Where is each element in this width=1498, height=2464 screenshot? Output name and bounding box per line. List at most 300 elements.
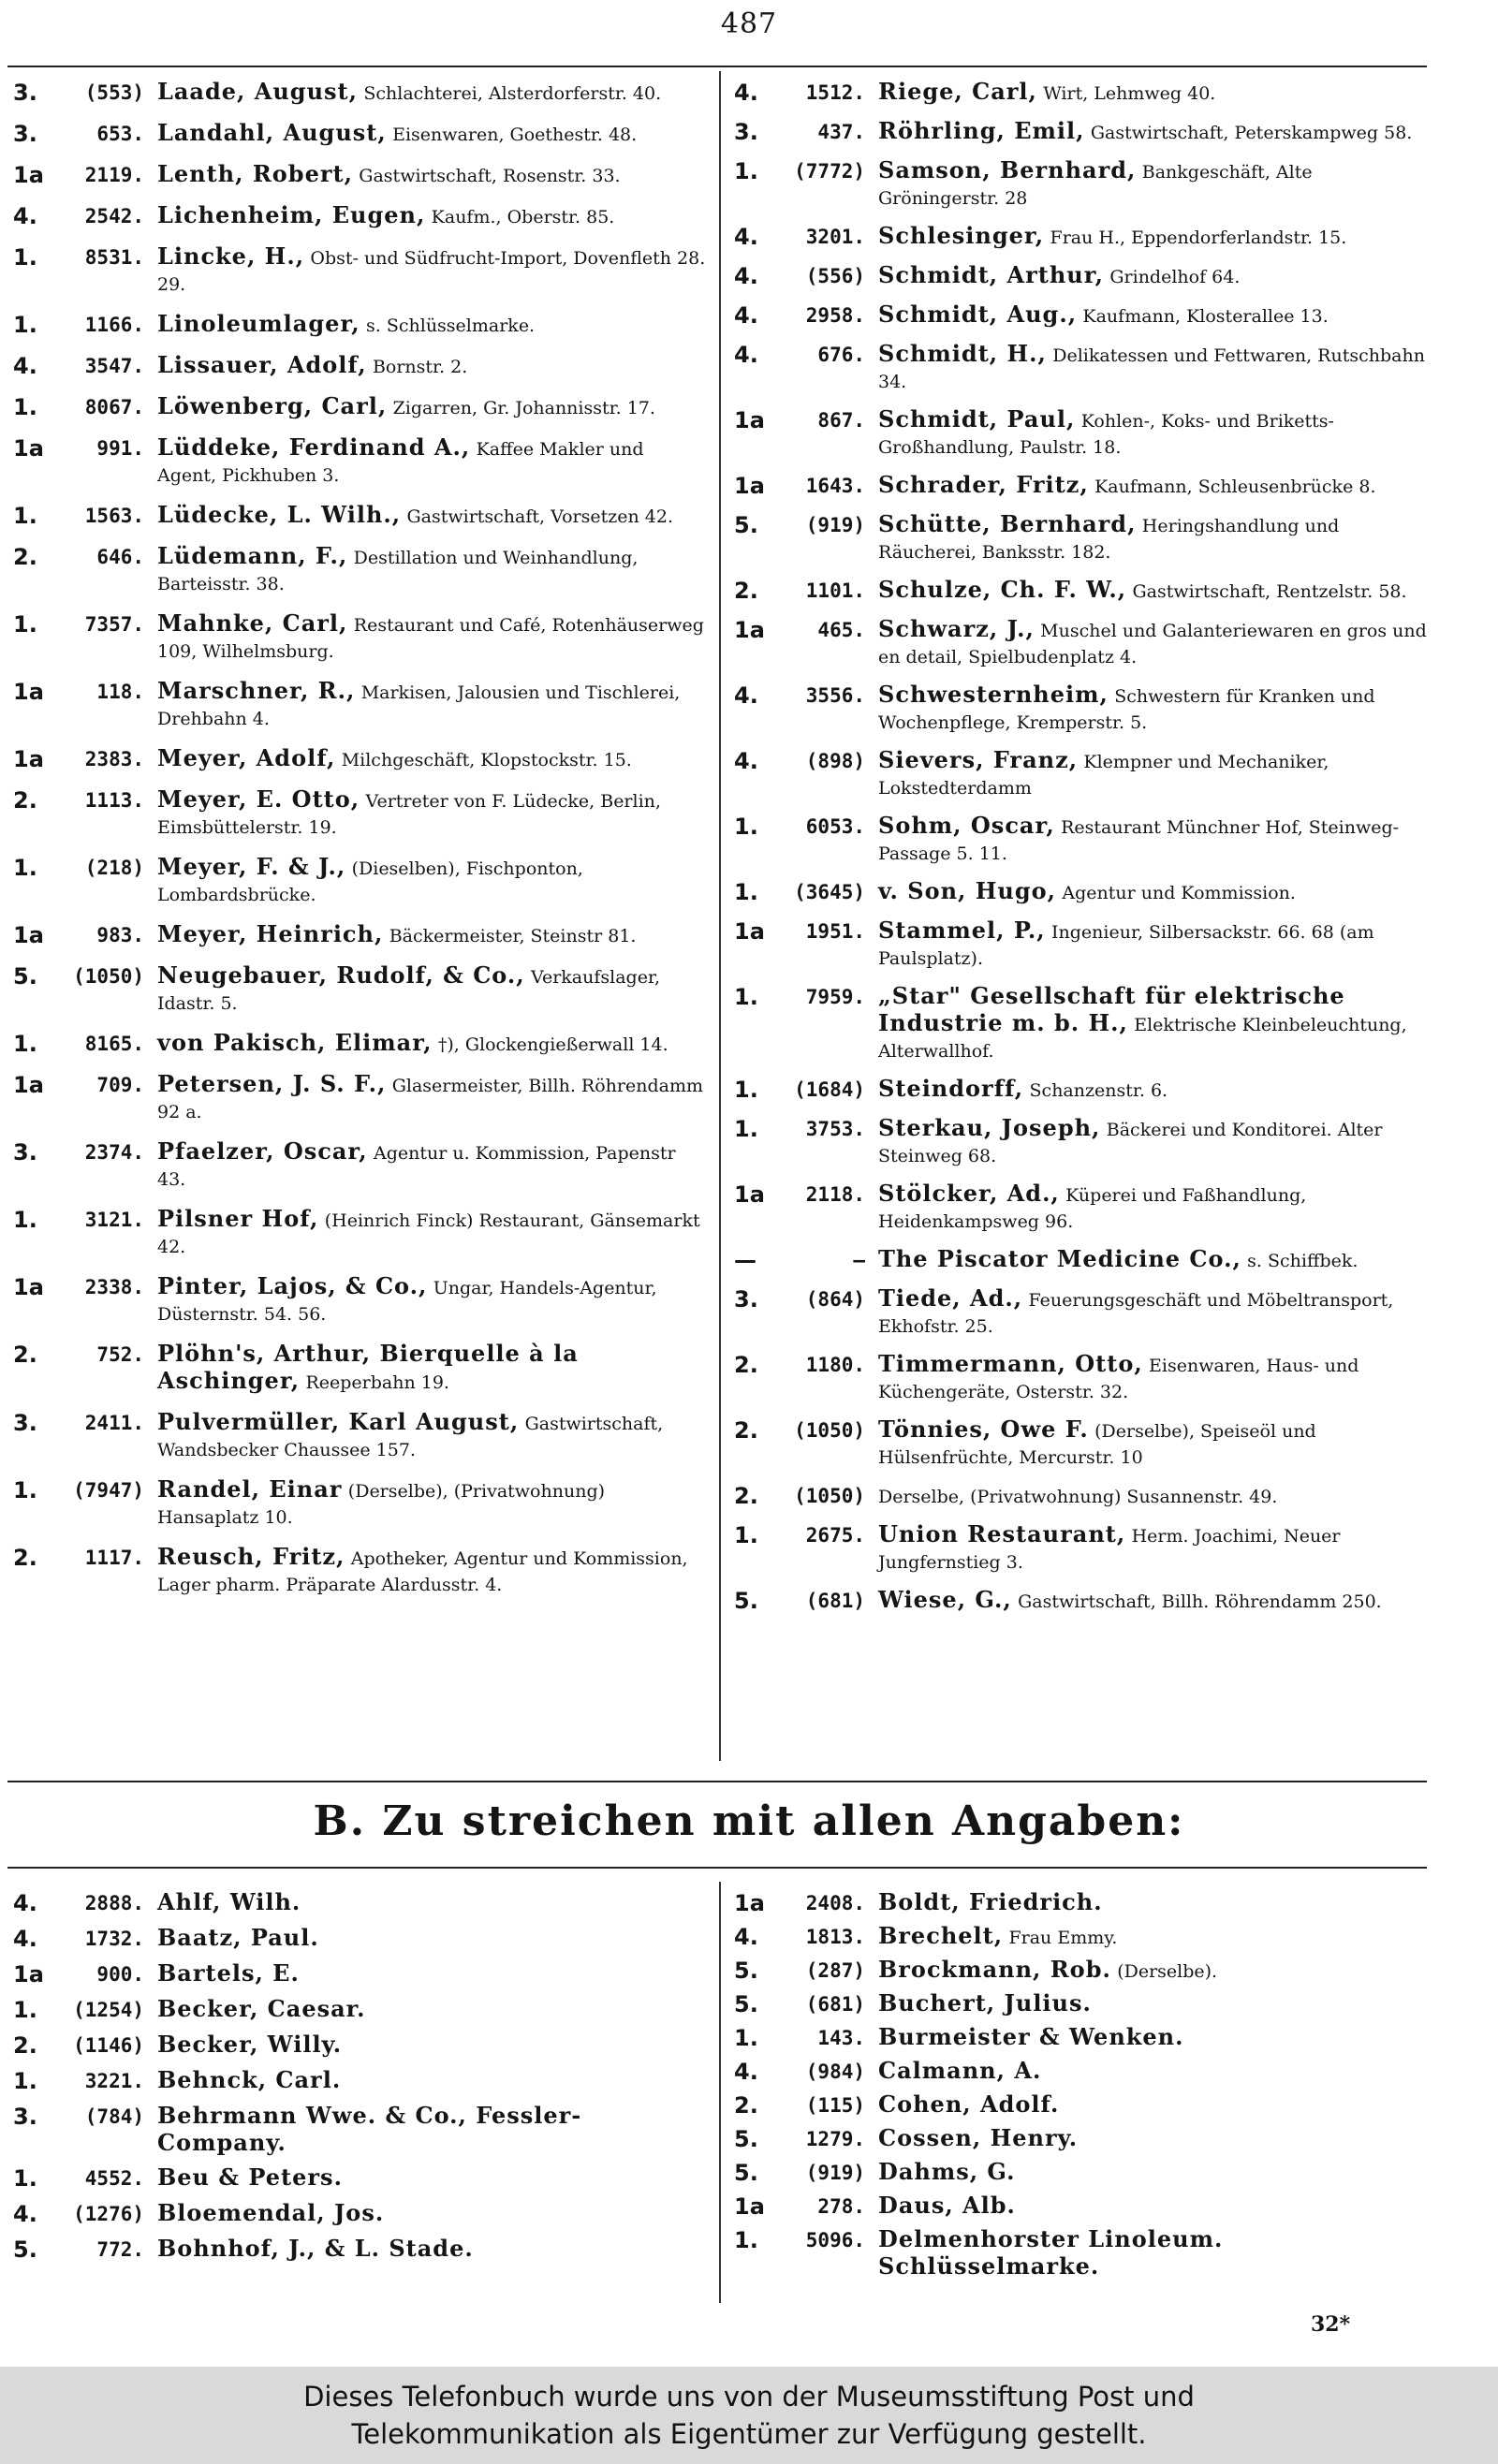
entry-body (157, 79, 706, 107)
entry-tarif: 2. (734, 1417, 758, 1444)
entry-tarif: 1. (13, 2165, 37, 2192)
entry-name: „Star" Gesellschaft für elektrische Industrie m. b. H., (878, 982, 1345, 1036)
entry-body (878, 301, 1427, 330)
entry-name: Lüdemann, F., (157, 542, 348, 569)
entry-phone-number: (218) (84, 857, 144, 879)
entry-description: Restaurant und Café, Rotenhäuserweg 109, Wilhelmsburg. (157, 615, 704, 662)
entry-phone-number: 676. (817, 344, 865, 366)
entry-body (157, 1341, 706, 1396)
entry-description: Agentur und Kommission. (1062, 883, 1296, 903)
entry-phone-number: 8067. (84, 396, 144, 418)
directory-entry (13, 311, 706, 339)
entry-tarif: 4. (734, 224, 758, 250)
directory-entry (734, 917, 1427, 972)
entry-description: Gastwirtschaft, Peterskampweg 58. (1090, 123, 1413, 143)
entry-phone-number: 3753. (805, 1118, 865, 1140)
entry-name: Laade, August, (157, 78, 358, 105)
entry-body (157, 1030, 706, 1058)
entry-tarif: 1a (734, 2193, 765, 2220)
entry-tarif: 1a (13, 1072, 44, 1098)
entry-tarif: 5. (734, 1588, 758, 1614)
entry-description: Muschel und Galanteriewaren en gros und en detail, Spielbudenplatz 4. (878, 621, 1427, 667)
entry-tarif: 1. (13, 1997, 37, 2023)
entry-tarif: 1. (734, 2227, 758, 2253)
entry-tarif: 1a (734, 617, 765, 643)
directory-entry (13, 120, 706, 148)
entry-body (157, 2200, 706, 2227)
entry-description: Milchgeschäft, Klopstockstr. 15. (341, 750, 632, 770)
entry-phone-number: 3221. (84, 2070, 144, 2092)
entry-phone-number: 983. (96, 924, 144, 946)
entry-description: Frau H., Eppendorferlandstr. 15. (1050, 227, 1347, 248)
entry-name: Delmenhorster Linoleum. Schlüsselmarke. (878, 2225, 1224, 2280)
entry-description: Verkaufslager, Idastr. 5. (157, 967, 660, 1014)
directory-entry (734, 79, 1427, 107)
entry-phone-number: 991. (96, 437, 144, 460)
directory-entry (13, 1273, 706, 1327)
entry-phone-number: 465. (817, 619, 865, 641)
directory-entry (734, 301, 1427, 330)
entry-phone-number: (7947) (73, 1479, 144, 1502)
entry-name: Stölcker, Ad., (878, 1180, 1060, 1207)
directory-entry (734, 1246, 1427, 1274)
entry-phone-number: 3547. (84, 355, 144, 377)
entry-tarif: 1. (734, 1522, 758, 1548)
entry-body (157, 243, 706, 298)
entry-phone-number: 709. (96, 1074, 144, 1096)
entry-description: †), Glockengießerwall 14. (437, 1034, 668, 1055)
entry-tarif: 1. (734, 814, 758, 840)
entry-tarif: 4. (734, 342, 758, 368)
entry-name: Bloemendal, Jos. (157, 2199, 385, 2226)
entry-tarif: 3. (13, 80, 37, 106)
entry-description: Bäckerei und Konditorei. Alter Steinweg 68. (878, 1120, 1383, 1166)
entry-body (878, 223, 1427, 251)
entry-description: Vertreter von F. Lüdecke, Berlin, Eimsbüttelerstr. 19. (157, 791, 661, 838)
entry-description: (Derselbe), (Privatwohnung) Hansaplatz 10. (157, 1481, 606, 1528)
entry-tarif: 5. (734, 1958, 758, 1984)
directory-entry (734, 1285, 1427, 1340)
column-right (734, 79, 1427, 1626)
entry-phone-number: — (853, 1249, 865, 1271)
entry-description: (Dieselben), Fischponton, Lombardsbrücke. (157, 858, 583, 905)
entry-phone-number: 900. (96, 1963, 144, 1986)
entry-description: Gastwirtschaft, Wandsbecker Chaussee 157. (157, 1414, 664, 1460)
entry-phone-number: 867. (817, 409, 865, 432)
section-rule-bottom (7, 1867, 1427, 1869)
entry-body (878, 1521, 1427, 1576)
entry-phone-number: 7357. (84, 613, 144, 636)
entry-tarif: 1. (13, 1031, 37, 1057)
entry-name: Schulze, Ch. F. W., (878, 576, 1127, 603)
page-signature: 32* (1311, 2312, 1351, 2337)
entry-tarif: 1a (734, 1181, 765, 1208)
entry-name: Dahms, G. (878, 2158, 1016, 2185)
entry-name: Behnck, Carl. (157, 2066, 342, 2093)
directory-entry (13, 1138, 706, 1193)
entry-body (878, 577, 1427, 605)
entry-name: Sohm, Oscar, (878, 812, 1055, 839)
entry-body (157, 1476, 706, 1531)
entry-tarif: 5. (734, 2160, 758, 2186)
entry-tarif: 1. (734, 984, 758, 1010)
entry-name: von Pakisch, Elimar, (157, 1029, 433, 1056)
entry-body (157, 745, 706, 773)
entry-description: Agentur u. Kommission, Papenstr 43. (157, 1143, 676, 1190)
entry-body (878, 1923, 1427, 1951)
entry-body (157, 786, 706, 841)
entry-body (878, 1990, 1427, 2017)
entry-tarif: 1a (13, 435, 44, 462)
directory-entry (734, 472, 1427, 500)
entry-phone-number: 772. (96, 2238, 144, 2261)
entry-body (157, 1273, 706, 1327)
entry-phone-number: 2383. (84, 748, 144, 770)
entry-phone-number: (1684) (794, 1078, 865, 1101)
entry-body (157, 311, 706, 339)
directory-entry (13, 1341, 706, 1396)
directory-entry (734, 223, 1427, 251)
entry-description: Eisenwaren, Goethestr. 48. (392, 125, 638, 145)
entry-tarif: 4. (734, 302, 758, 329)
directory-entry (13, 2031, 706, 2060)
entry-name: Schrader, Fritz, (878, 471, 1089, 498)
directory-entry (734, 341, 1427, 395)
directory-entry (13, 202, 706, 230)
entry-phone-number: 1951. (805, 920, 865, 943)
directory-entry (734, 1115, 1427, 1169)
entry-description: Schwestern für Kranken und Wochenpflege, Kremperstr. 5. (878, 686, 1375, 733)
entry-body (157, 1138, 706, 1193)
entry-tarif: 4. (734, 748, 758, 774)
directory-entry (734, 2058, 1427, 2086)
directory-entry (13, 2067, 706, 2095)
entry-phone-number: 2542. (84, 205, 144, 227)
entry-tarif: 2. (734, 2092, 758, 2119)
entry-name: Plöhn's, Arthur, Bierquelle à la Aschinger, (157, 1340, 579, 1394)
entry-phone-number: (1276) (73, 2203, 144, 2225)
column-divider-b (719, 1882, 721, 2303)
entry-phone-number: 4552. (84, 2167, 144, 2190)
entry-description: Herm. Joachimi, Neuer Jungfernstieg 3. (878, 1526, 1341, 1573)
entry-tarif: 1. (13, 1477, 37, 1503)
entry-name: Calmann, A. (878, 2057, 1042, 2084)
entry-name: Schmidt, Arthur, (878, 261, 1104, 288)
entry-description: Schlachterei, Alsterdorferstr. 40. (363, 83, 662, 104)
entry-phone-number: 118. (96, 681, 144, 703)
entry-phone-number: 3201. (805, 226, 865, 248)
entry-phone-number: 143. (817, 2027, 865, 2049)
directory-entry (734, 262, 1427, 290)
entry-phone-number: 278. (817, 2195, 865, 2218)
entry-description: Apotheker, Agentur und Kommission, Lager pharm. Präparate Alardusstr. 4. (157, 1548, 688, 1595)
entry-phone-number: 1180. (805, 1354, 865, 1376)
directory-entry (13, 2236, 706, 2264)
directory-entry (734, 577, 1427, 605)
directory-entry (13, 1409, 706, 1463)
entry-name: Daus, Alb. (878, 2192, 1016, 2219)
directory-entry (13, 610, 706, 665)
directory-entry (13, 543, 706, 597)
directory-entry (13, 2103, 706, 2157)
entry-tarif: 5. (734, 1991, 758, 2017)
entry-body (878, 118, 1427, 146)
entry-name: Lissauer, Adolf, (157, 351, 367, 378)
directory-entry (13, 1960, 706, 1988)
entry-tarif: 1. (13, 503, 37, 529)
entry-body (878, 2058, 1427, 2085)
entry-phone-number: 2411. (84, 1412, 144, 1434)
entry-name: Röhrling, Emil, (878, 117, 1085, 144)
entry-body (878, 1181, 1427, 1235)
entry-description: Eisenwaren, Haus- und Küchengeräte, Osterstr. 32. (878, 1356, 1359, 1402)
entry-name: Schmidt, Aug., (878, 301, 1078, 328)
entry-phone-number: (1050) (794, 1419, 865, 1442)
entry-name: Bartels, E. (157, 1959, 300, 1987)
entry-phone-number: 3121. (84, 1209, 144, 1231)
entry-body (878, 262, 1427, 290)
directory-entry (734, 2091, 1427, 2119)
entry-body (157, 610, 706, 665)
entry-body (878, 2159, 1427, 2186)
entry-name: Reusch, Fritz, (157, 1543, 345, 1570)
entry-name: Neugebauer, Rudolf, & Co., (157, 961, 525, 989)
entry-tarif: 2. (13, 787, 37, 814)
entry-name: Ahlf, Wilh. (157, 1888, 301, 1915)
entry-phone-number: 1113. (84, 789, 144, 812)
entry-body (157, 2067, 706, 2094)
entry-phone-number: 2675. (805, 1524, 865, 1547)
entry-description: Destillation und Weinhandlung, Barteisstr. 38. (157, 548, 639, 594)
entry-body (157, 543, 706, 597)
entry-name: Baatz, Paul. (157, 1924, 319, 1951)
entry-description: s. Schlüsselmarke. (366, 315, 536, 336)
entry-phone-number: (984) (805, 2061, 865, 2083)
entry-body (157, 120, 706, 148)
directory-entry (734, 616, 1427, 670)
entry-tarif: 1. (734, 879, 758, 905)
entry-tarif: 2. (13, 544, 37, 570)
entry-tarif: 1. (13, 2068, 37, 2094)
directory-entry (13, 1925, 706, 1953)
entry-name: Union Restaurant, (878, 1520, 1126, 1547)
entry-tarif: 4. (734, 80, 758, 106)
directory-entry (13, 393, 706, 421)
entry-name: v. Son, Hugo, (878, 877, 1057, 904)
entry-description: Kaufmann, Schleusenbrücke 8. (1094, 477, 1376, 497)
entry-body (157, 1206, 706, 1260)
entry-description: Heringshandlung und Räucherei, Banksstr. 182. (878, 516, 1340, 563)
entry-tarif: 5. (13, 2237, 37, 2263)
entry-phone-number: 2888. (84, 1892, 144, 1914)
entry-body (157, 2236, 706, 2263)
entry-tarif: 1a (734, 1890, 765, 1916)
entry-tarif: 3. (734, 1286, 758, 1313)
entry-tarif: 2. (13, 1342, 37, 1368)
entry-body (157, 1409, 706, 1463)
entry-name: Lincke, H., (157, 242, 305, 270)
entry-name: Randel, Einar (157, 1475, 343, 1503)
entry-name: Lenth, Robert, (157, 160, 353, 187)
entry-phone-number: 1563. (84, 505, 144, 527)
entry-description: Kaufm., Oberstr. 85. (431, 207, 615, 227)
directory-entry (13, 2200, 706, 2228)
directory-entry (13, 1206, 706, 1260)
directory-entry (734, 2125, 1427, 2153)
entry-body (878, 1889, 1427, 1916)
entry-name: Schütte, Bernhard, (878, 510, 1137, 537)
entry-description: Kaufmann, Klosterallee 13. (1082, 306, 1329, 327)
entry-phone-number: 5096. (805, 2229, 865, 2251)
section-rule-top (7, 1781, 1427, 1782)
directory-entry (13, 2164, 706, 2193)
entry-body (878, 1285, 1427, 1340)
entry-body (878, 472, 1427, 500)
entry-phone-number: 1117. (84, 1547, 144, 1569)
entry-tarif: 3. (13, 2104, 37, 2130)
entry-tarif: 1a (734, 407, 765, 433)
entry-tarif: 2. (734, 1352, 758, 1378)
entry-tarif: 1a (13, 922, 44, 948)
entry-phone-number: (3645) (794, 881, 865, 903)
entry-tarif: 1. (13, 855, 37, 881)
entry-body (157, 1889, 706, 1916)
entry-body (157, 1071, 706, 1125)
directory-entry (734, 1416, 1427, 1471)
entry-name: The Piscator Medicine Co., (878, 1245, 1241, 1272)
column-left (13, 79, 706, 1611)
entry-tarif: 1a (13, 1274, 44, 1300)
entry-name: Lichenheim, Eugen, (157, 201, 426, 228)
section-b-right (734, 1889, 1427, 2286)
entry-phone-number: 8531. (84, 246, 144, 269)
entry-phone-number: (115) (805, 2094, 865, 2117)
entry-name: Riege, Carl, (878, 78, 1037, 105)
entry-phone-number: 2119. (84, 164, 144, 186)
entry-name: Tiede, Ad., (878, 1284, 1023, 1312)
entry-body (157, 854, 706, 908)
entry-name: Steindorff, (878, 1075, 1024, 1102)
entry-body (878, 983, 1427, 1064)
entry-name: Beu & Peters. (157, 2163, 343, 2191)
entry-phone-number: (7772) (794, 160, 865, 183)
entry-phone-number: (864) (805, 1288, 865, 1311)
directory-entry (13, 854, 706, 908)
entry-description: Reeperbahn 19. (305, 1372, 449, 1393)
directory-entry (13, 678, 706, 732)
entry-phone-number: 6053. (805, 815, 865, 838)
directory-entry (13, 79, 706, 107)
entry-phone-number: (919) (805, 514, 865, 536)
entry-body (878, 682, 1427, 736)
entry-phone-number: (1146) (73, 2034, 144, 2057)
entry-name: Boldt, Friedrich. (878, 1888, 1103, 1915)
entry-tarif: 4. (13, 2201, 37, 2227)
entry-name: Meyer, Adolf, (157, 744, 336, 771)
section-b-heading: B. Zu streichen mit allen Angaben: (313, 1797, 1185, 1845)
directory-entry (13, 1476, 706, 1531)
entry-description: Gastwirtschaft, Rentzelstr. 58. (1132, 581, 1407, 602)
entry-description: (Derselbe), Speiseöl und Hülsenfrüchte, Mercurstr. 10 (878, 1421, 1316, 1468)
directory-entry (13, 1544, 706, 1598)
entry-description: (Derselbe). (1117, 1961, 1218, 1982)
entry-tarif: 1. (13, 312, 37, 338)
entry-tarif: 2. (734, 578, 758, 604)
entry-name: Lüddeke, Ferdinand A., (157, 433, 471, 461)
entry-name: Marschner, R., (157, 677, 356, 704)
entry-name: Timmermann, Otto, (878, 1350, 1143, 1377)
entry-description: Gastwirtschaft, Billh. Röhrendamm 250. (1018, 1591, 1382, 1612)
entry-tarif: 2. (13, 2032, 37, 2059)
entry-tarif: 4. (734, 263, 758, 289)
entry-description: Zigarren, Gr. Johannisstr. 17. (392, 398, 655, 418)
entry-name: Tönnies, Owe F. (878, 1415, 1089, 1443)
entry-body (878, 616, 1427, 670)
entry-name: Sievers, Franz, (878, 746, 1079, 773)
entry-phone-number: 1279. (805, 2128, 865, 2150)
directory-entry (13, 502, 706, 530)
entry-tarif: 1a (13, 746, 44, 772)
entry-body (878, 157, 1427, 212)
directory-entry (13, 434, 706, 489)
entry-phone-number: 1166. (84, 314, 144, 336)
entry-tarif: 5. (734, 2126, 758, 2152)
entry-phone-number: 2118. (805, 1183, 865, 1206)
entry-name: Meyer, F. & J., (157, 853, 346, 880)
entry-name: Landahl, August, (157, 119, 387, 146)
entry-description: Restaurant Münchner Hof, Steinweg-Passage 5. 11. (878, 817, 1400, 864)
entry-description: Küperei und Faßhandlung, Heidenkampsweg 96. (878, 1185, 1307, 1232)
entry-name: Pinter, Lajos, & Co., (157, 1272, 428, 1299)
page-number: 487 (720, 7, 778, 40)
entry-name: Schmidt, Paul, (878, 405, 1076, 433)
entry-body (157, 393, 706, 421)
entry-description: Ungar, Handels-Agentur, Düsternstr. 54. 56. (157, 1278, 657, 1325)
entry-body (157, 202, 706, 230)
entry-body (157, 2031, 706, 2059)
entry-body (878, 2125, 1427, 2152)
directory-entry (734, 1076, 1427, 1104)
directory-entry (734, 118, 1427, 146)
entry-phone-number: 752. (96, 1343, 144, 1366)
entry-phone-number: 1643. (805, 475, 865, 497)
entry-phone-number: 1512. (805, 81, 865, 104)
directory-entry (734, 1351, 1427, 1405)
entry-tarif: 5. (13, 963, 37, 990)
entry-phone-number: 653. (96, 123, 144, 145)
directory-entry (734, 983, 1427, 1064)
entry-body (878, 1351, 1427, 1405)
entry-name: Pilsner Hof, (157, 1205, 319, 1232)
entry-body (878, 1957, 1427, 1985)
entry-tarif: 1. (734, 158, 758, 184)
entry-body (157, 2164, 706, 2192)
entry-body (878, 2226, 1427, 2281)
entry-tarif: 4. (13, 1890, 37, 1916)
entry-tarif: 1a (13, 162, 44, 188)
entry-tarif: 2. (13, 1545, 37, 1571)
entry-name: Schwesternheim, (878, 681, 1109, 708)
entry-description: Derselbe, (Privatwohnung) Susannenstr. 49. (878, 1487, 1278, 1507)
directory-entry (734, 878, 1427, 906)
entry-body (878, 1246, 1427, 1274)
entry-phone-number: 1732. (84, 1928, 144, 1950)
entry-name: Bohnhof, J., & L. Stade. (157, 2235, 474, 2262)
entry-name: Cossen, Henry. (878, 2124, 1079, 2151)
entry-name: Sterkau, Joseph, (878, 1114, 1101, 1141)
directory-entry (13, 962, 706, 1017)
entry-description: Elektrische Kleinbeleuchtung, Alterwallhof. (878, 1015, 1407, 1062)
